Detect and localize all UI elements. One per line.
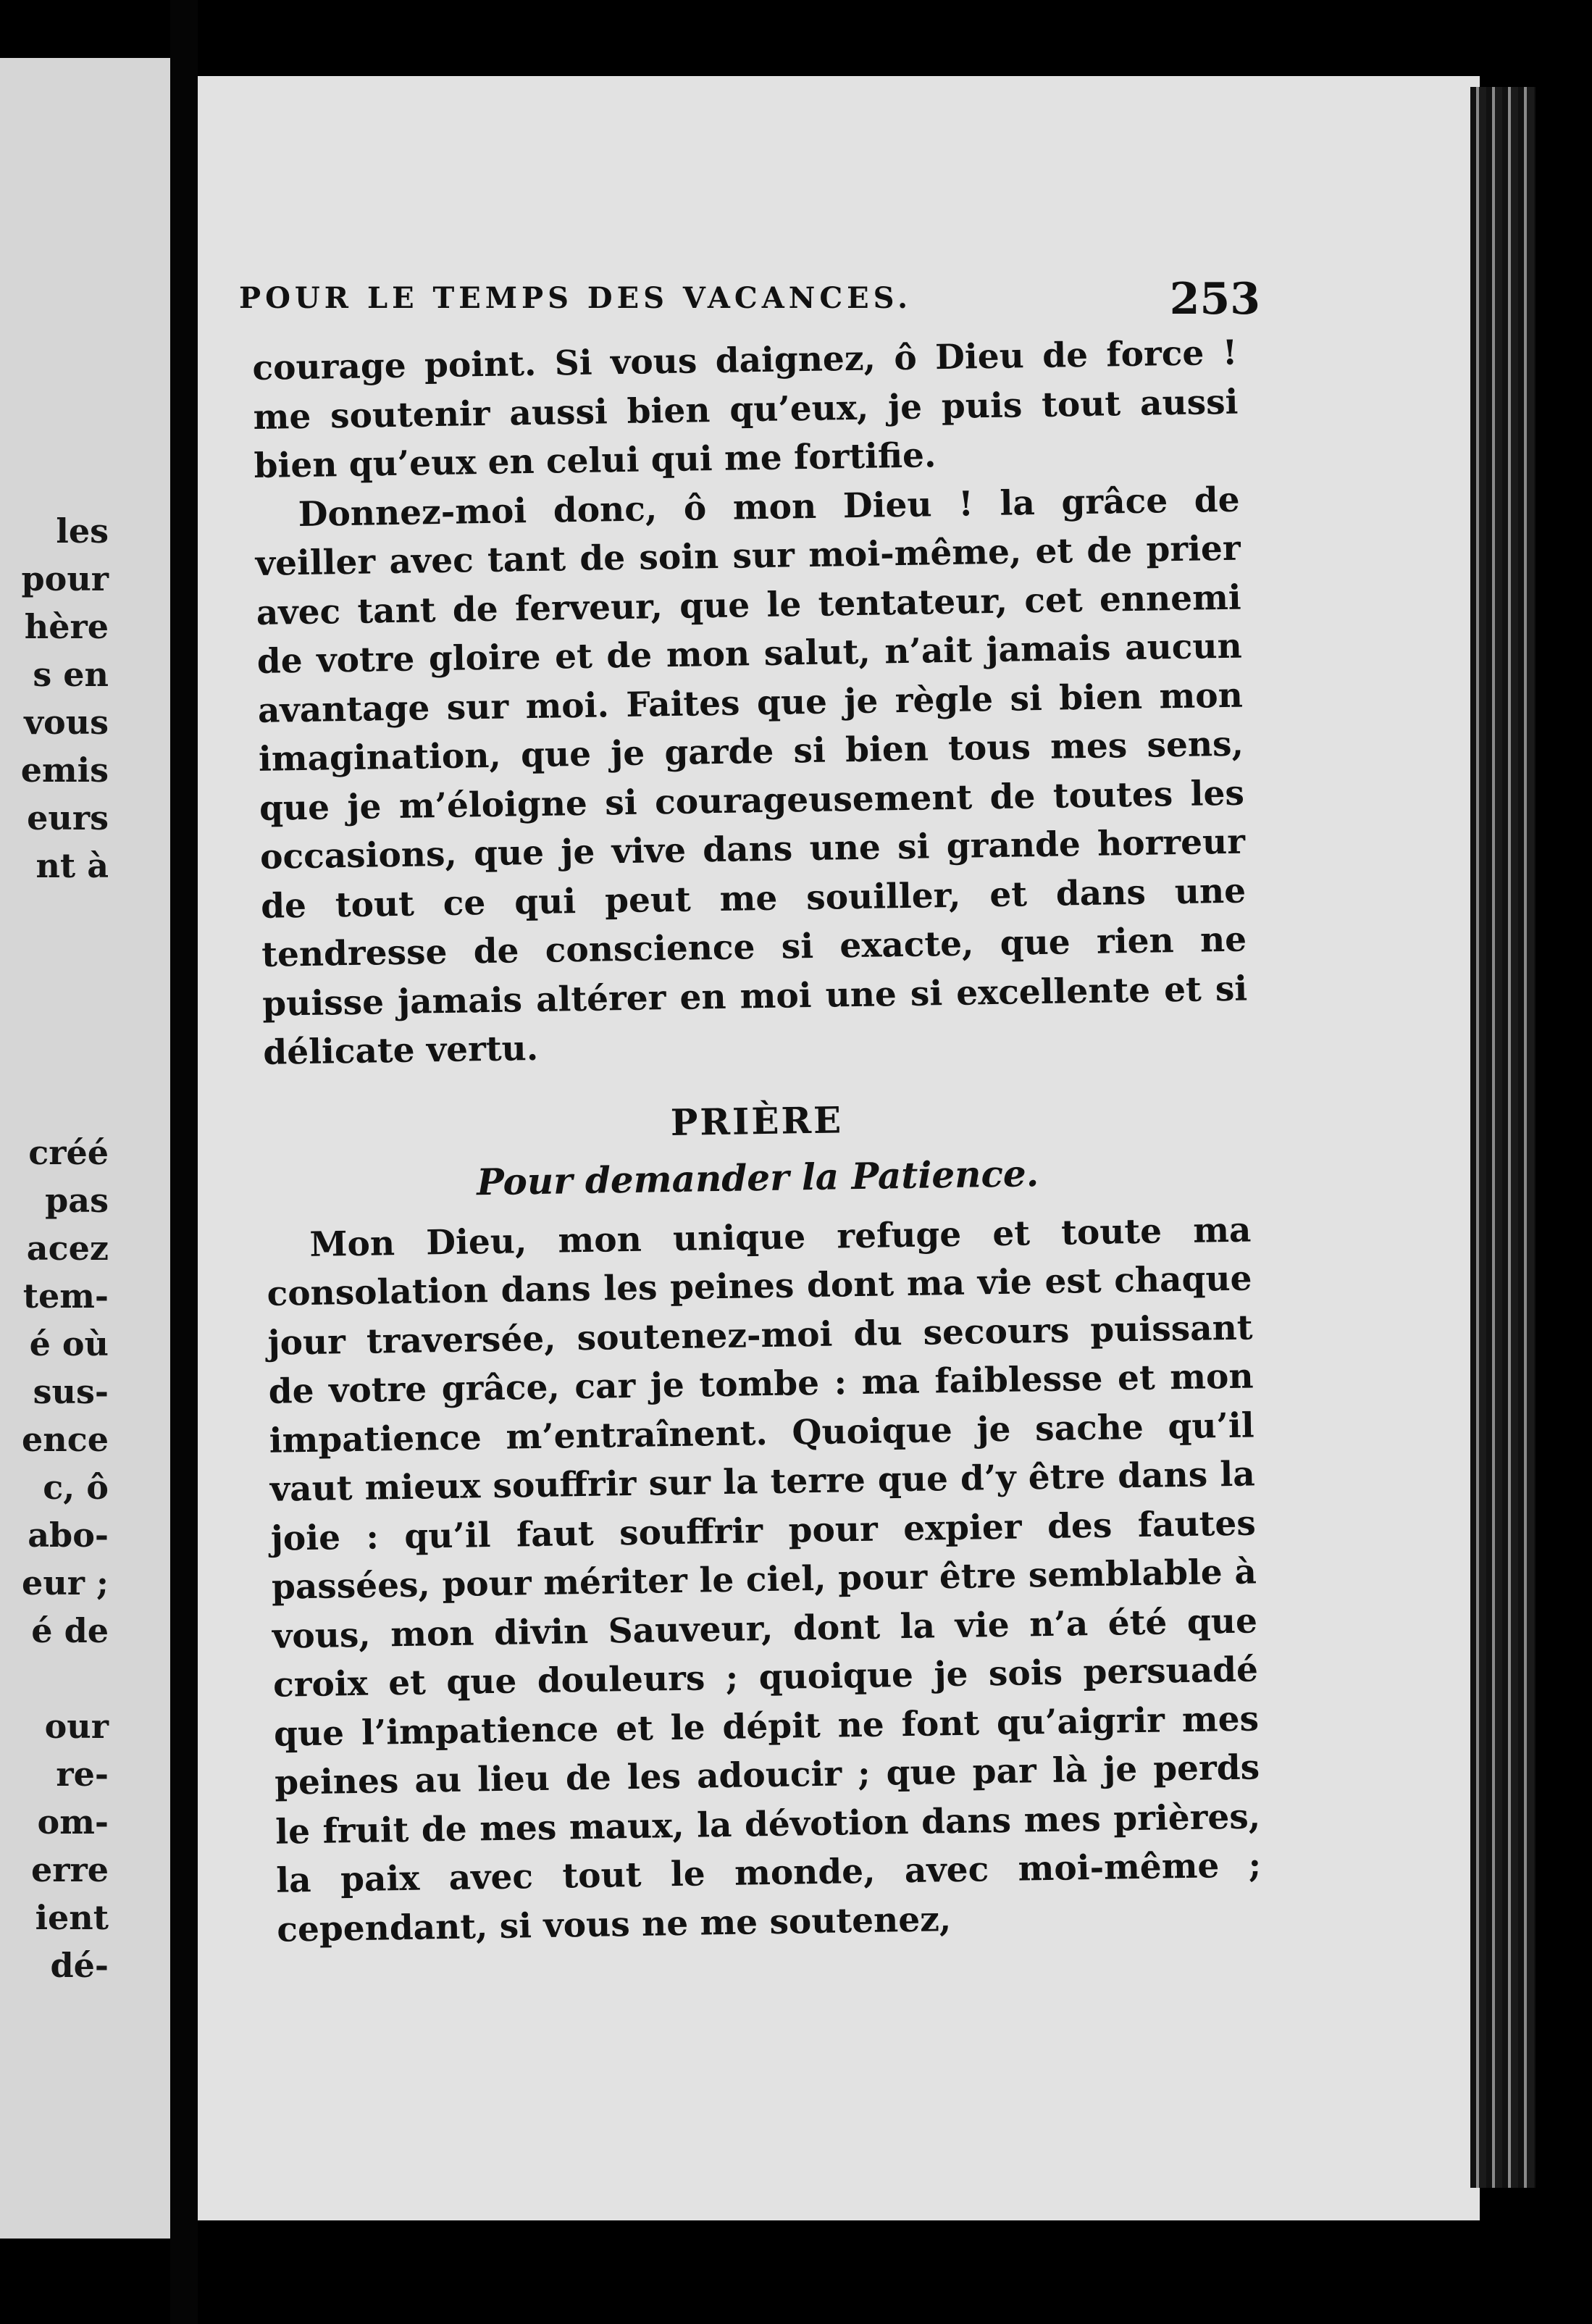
facing-line: eurs <box>27 798 109 837</box>
page-number: 253 <box>1169 274 1260 325</box>
facing-line: ient <box>35 1898 109 1937</box>
facing-line: pas <box>45 1181 109 1220</box>
facing-line: les <box>56 511 109 551</box>
facing-line: tem- <box>22 1276 109 1316</box>
facing-line: re- <box>56 1755 109 1794</box>
facing-line: é de <box>31 1611 109 1650</box>
running-title: POUR LE TEMPS DES VACANCES. <box>239 281 913 315</box>
facing-line: om- <box>37 1802 109 1842</box>
paragraph: courage point. Si vous daignez, ô Dieu de force ! me soutenir aussi bien qu’eux, je puis tout aussi bien qu’eux en celui qui me fortifie. <box>252 333 1239 486</box>
facing-page-text <box>0 507 109 1989</box>
prayer-subtitle: Pour demander la Patience. <box>476 1151 1039 1203</box>
prayer-title: PRIÈRE <box>670 1098 844 1144</box>
facing-line: emis <box>20 751 109 790</box>
facing-line: vous <box>24 703 109 742</box>
facing-line: c, ô <box>43 1468 109 1507</box>
facing-line: é où <box>29 1324 109 1363</box>
facing-page <box>0 58 170 2239</box>
facing-line: eur ; <box>22 1563 109 1602</box>
facing-line: nt à <box>35 846 109 885</box>
facing-line: abo- <box>28 1516 109 1555</box>
page-body <box>252 329 1262 1955</box>
facing-line: dé- <box>50 1946 109 1985</box>
facing-line: our <box>44 1707 109 1746</box>
facing-line: sus- <box>33 1372 109 1411</box>
facing-line: ence <box>22 1420 109 1459</box>
paragraph: Donnez-moi donc, ô mon Dieu ! la grâce de veiller avec tant de soin sur moi-même, et de prier avec tant de ferveur, que le tentateur, cet ennemi de votre gloire et de mon salut, n’ait jamais aucun avantage sur moi. Faites que je règle si bien mon imagination, que je garde si bien tous mes sens, que je m’éloigne si courageusement de toutes les occasions, que je vive dans une si grande horreur de tout ce qui peut me souiller, et dans une tendresse de conscience si exacte, que rien ne puisse jamais altérer en moi une si excellente et si délicate vertu. <box>255 480 1248 1073</box>
facing-line: acez <box>26 1229 109 1268</box>
page-edges <box>1470 87 1536 2188</box>
prayer-paragraph: Mon Dieu, mon unique refuge et toute ma consolation dans les peines dont ma vie est chaque jour traversée, soutenez-moi du secours puissant de votre grâce, car je tombe : ma faiblesse et mon impatience m’entraînent. Quoique je sache qu’il vaut mieux souffrir sur la terre que d’y être dans la joie : qu’il faut souffrir pour expier des fautes passées, pour mériter le ciel, pour être semblable à vous, mon divin Sauveur, dont la vie n’a été que croix et que douleurs ; quoique je sois persuadé que l’impatience et le dépit ne font qu’aigrir mes peines au lieu de les adoucir ; que par là je perds le fruit de mes maux, la dévotion dans mes prières, la paix avec tout le monde, avec moi-même ; cependant, si vous ne me soutenez, <box>267 1209 1262 1950</box>
facing-line: hère <box>24 607 109 646</box>
facing-line: erre <box>30 1850 109 1889</box>
running-head <box>239 274 1260 332</box>
facing-line: pour <box>21 559 109 598</box>
book-gutter <box>170 0 198 2324</box>
facing-line: créé <box>28 1133 109 1172</box>
facing-line: s en <box>33 655 109 694</box>
